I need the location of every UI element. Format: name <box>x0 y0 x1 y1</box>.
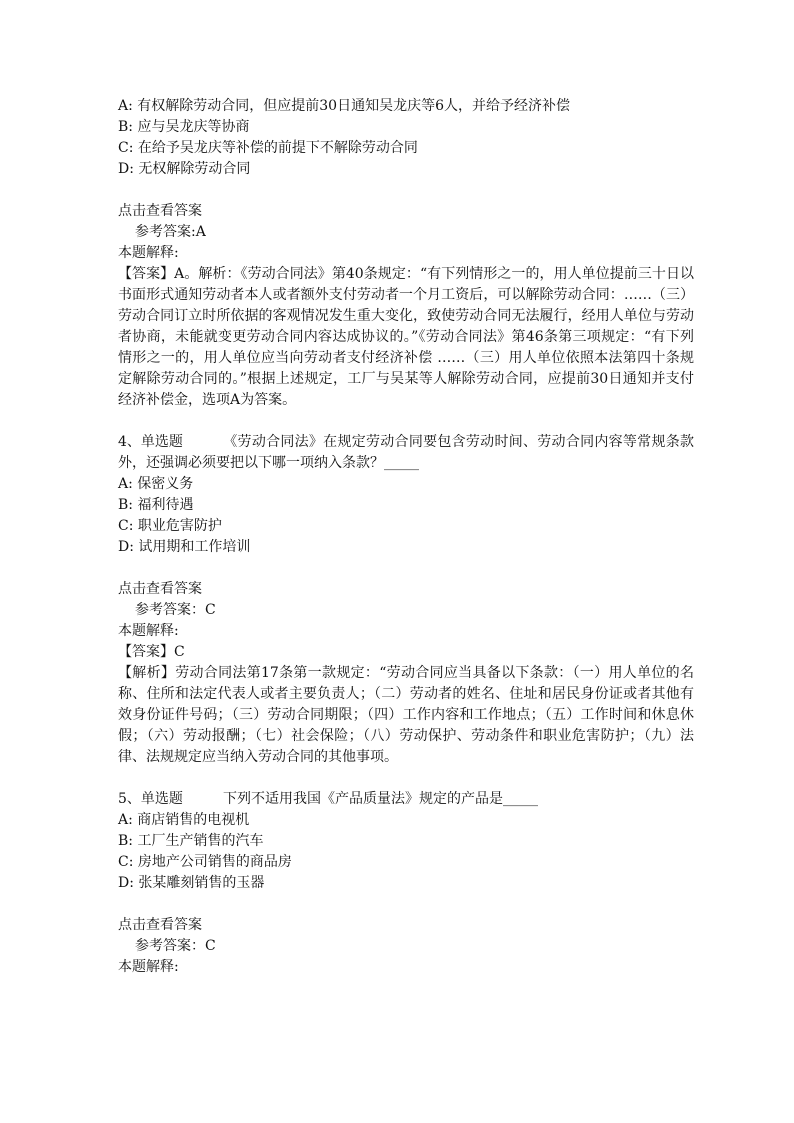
option-d[interactable]: D: 试用期和工作培训 <box>118 539 251 555</box>
reference-answer: 参考答案：C <box>135 602 216 618</box>
question-type: 5、单选题 <box>118 791 183 807</box>
reference-answer: 参考答案：C <box>135 938 216 954</box>
spacer <box>118 894 694 915</box>
option-a[interactable]: A: 有权解除劳动合同，但应提前30日通知吴龙庆等6人，并给予经济补偿 <box>118 98 570 114</box>
option-b[interactable]: B: 福利待遇 <box>118 497 194 513</box>
question-4-stem <box>118 432 694 474</box>
explanation-label: 本题解释: <box>118 245 179 261</box>
option-a[interactable]: A: 商店销售的电视机 <box>118 812 250 828</box>
view-answer-link[interactable]: 点击查看答案 <box>118 917 202 933</box>
question-3-options <box>118 96 694 180</box>
question-type: 4、单选题 <box>118 434 183 450</box>
question-text: 《劳动合同法》在规定劳动合同要包含劳动时间、劳动合同内容等常规条款外，还强调必须要把以下哪一项纳入条款？_____ <box>118 434 694 471</box>
option-a[interactable]: A: 保密义务 <box>118 476 194 492</box>
option-c[interactable]: C: 在给予吴龙庆等补偿的前提下不解除劳动合同 <box>118 140 418 156</box>
explanation-label: 本题解释: <box>118 959 179 975</box>
spacer <box>118 558 694 579</box>
view-answer-link[interactable]: 点击查看答案 <box>118 203 202 219</box>
option-b[interactable]: B: 应与吴龙庆等协商 <box>118 119 250 135</box>
document-page <box>118 96 694 978</box>
explanation-text: 【解析】劳动合同法第17条第一款规定：“劳动合同应当具备以下条款：（一）用人单位的名称、住所和法定代表人或者主要负责人；（二）劳动者的姓名、住址和居民身份证或者其他有效身份证件号码；（三）劳动合同期限；（四）工作内容和工作地点；（五）工作时间和休息休假；（六）劳动报酬；（七）社会保险；（八）劳动保护、劳动条件和职业危害防护；（九）法律、法规规定应当纳入劳动合同的其他事项。 <box>118 665 694 765</box>
option-b[interactable]: B: 工厂生产销售的汽车 <box>118 833 264 849</box>
spacer <box>118 768 694 789</box>
explanation-text: 【答案】A。解析：《劳动合同法》第40条规定：“有下列情形之一的，用人单位提前三十日以书面形式通知劳动者本人或者额外支付劳动者一个月工资后，可以解除劳动合同：……（三）劳动合同订立时所依据的客观情况发生重大变化，致使劳动合同无法履行，经用人单位与劳动者协商，未能就变更劳动合同内容达成协议的。”《劳动合同法》第46条第三项规定：“有下列情形之一的，用人单位应当向劳动者支付经济补偿 ……（三）用人单位依照本法第四十条规定解除劳动合同的。”根据上述规定，工厂与吴某等人解除劳动合同，应提前30日通知并支付经济补偿金，选项A为答案。 <box>118 266 694 408</box>
reference-answer: 参考答案:A <box>135 224 206 240</box>
question-5 <box>118 789 694 894</box>
spacer <box>118 411 694 432</box>
option-d[interactable]: D: 张某雕刻销售的玉器 <box>118 875 265 891</box>
option-c[interactable]: C: 职业危害防护 <box>118 518 222 534</box>
answer-line: 【答案】C <box>118 644 185 660</box>
question-5-stem <box>118 789 694 810</box>
spacer <box>118 180 694 201</box>
question-4 <box>118 432 694 558</box>
explanation-label: 本题解释: <box>118 623 179 639</box>
option-d[interactable]: D: 无权解除劳动合同 <box>118 161 251 177</box>
option-c[interactable]: C: 房地产公司销售的商品房 <box>118 854 292 870</box>
question-text: 下列不适用我国《产品质量法》规定的产品是_____ <box>223 791 538 807</box>
view-answer-link[interactable]: 点击查看答案 <box>118 581 202 597</box>
